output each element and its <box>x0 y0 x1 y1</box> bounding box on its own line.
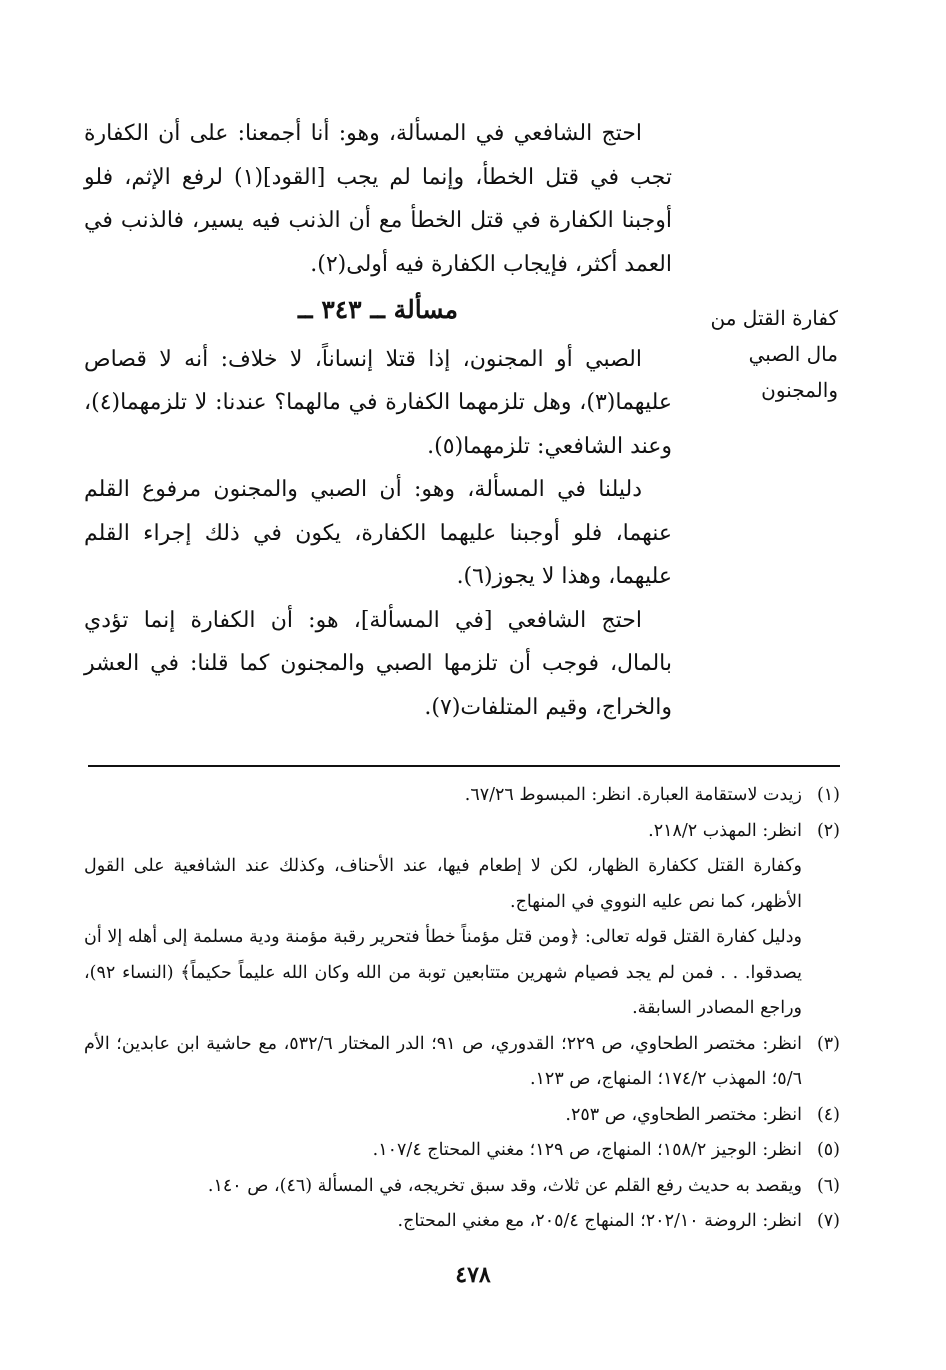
footnote <box>84 1027 840 1098</box>
page-number: ٤٧٨ <box>455 1262 491 1288</box>
footnotes <box>84 778 840 1240</box>
margin-note-line: مال الصبي <box>748 342 838 366</box>
footnote-number: (٧) <box>816 1211 840 1231</box>
footnote-text: انظر: الروضة ٢٠٢/١٠؛ المنهاج ٢٠٥/٤، مع مغني المحتاج. <box>397 1211 802 1231</box>
paragraph-3: دليلنا في المسألة، وهو: أن الصبي والمجنون مرفوع القلم عنهما، فلو أوجبنا عليهما الكفارة، يكون في ذلك إجراء القلم عليهما، وهذا لا يجوز(٦). <box>84 477 672 589</box>
footnote-text: وكفارة القتل ككفارة الظهار، لكن لا إطعام فيها، عند الأحناف، وكذلك عند الشافعية على القول الأظهر، كما نص عليه النووي في المنهاج. <box>84 856 802 912</box>
footnote <box>84 1098 840 1134</box>
footnote-number: (٢) <box>816 820 840 841</box>
margin-note <box>688 300 838 408</box>
footnote <box>84 1169 840 1205</box>
footnote-text: انظر: المهذب ٢١٨/٢. <box>648 820 802 841</box>
issue-heading: مسألة ــ ٣٤٣ ــ <box>297 295 459 324</box>
footnote <box>84 1133 840 1169</box>
margin-note-line: كفارة القتل من <box>710 306 838 330</box>
footnote-number: (٦) <box>816 1175 840 1196</box>
footnote-continuation <box>84 849 840 920</box>
footnote-number: (٥) <box>816 1140 840 1160</box>
footnote-number: (١) <box>816 785 840 805</box>
footnote-continuation <box>84 920 840 1027</box>
paragraph-1: احتج الشافعي في المسألة، وهو: أنا أجمعنا: على أن الكفارة تجب في قتل الخطأ، وإنما لم يجب [القود](١) لرفع الإثم، فلو أوجبنا الكفارة في قتل الخطأ مع أن الذنب فيه يسير، فالذنب في العمد أكثر، فإيجاب الكفارة فيه أولى(٢). <box>84 121 672 277</box>
footnote-text: انظر: مختصر الطحاوي، ص ٢٥٣. <box>565 1104 802 1125</box>
footnote <box>84 814 840 850</box>
footnote-text: انظر: الوجيز ١٥٨/٢؛ المنهاج، ص ١٢٩؛ مغني المحتاج ١٠٧/٤. <box>372 1140 802 1160</box>
footnote-text: ويقصد به حديث رفع القلم عن ثلاث، وقد سبق تخريجه، في المسألة (٤٦)، ص ١٤٠. <box>207 1175 802 1196</box>
paragraph-4: احتج الشافعي [في المسألة]، هو: أن الكفارة إنما تؤدي بالمال، فوجب أن تلزمها الصبي والمجنون كما قلنا: في العشر والخراج، وقيم المتلفات(٧). <box>84 607 672 720</box>
footnote-divider <box>88 765 840 767</box>
footnote-number: (٤) <box>816 1104 840 1125</box>
paragraph-2: الصبي أو المجنون، إذا قتلا إنساناً، لا خلاف: أنه لا قصاص عليهما(٣)، وهل تلزمهما الكفارة في مالهما؟ عندنا: لا تلزمهما(٤)، وعند الشافعي: تلزمهما(٥). <box>84 346 672 459</box>
footnote <box>84 1204 840 1240</box>
main-text <box>84 112 672 729</box>
footnote <box>84 778 840 814</box>
margin-note-line: والمجنون <box>761 378 838 402</box>
footnote-text: انظر: مختصر الطحاوي، ص ٢٢٩؛ القدوري، ص ٩١؛ الدر المختار ٥٣٢/٦، مع حاشية ابن عابدين؛ الأم ٥/٦؛ المهذب ١٧٤/٢؛ المنهاج، ص ١٢٣. <box>84 1033 802 1089</box>
footnote-number: (٣) <box>816 1033 840 1054</box>
footnote-text: زيدت لاستقامة العبارة. انظر: المبسوط ٦٧/٢٦. <box>464 785 802 805</box>
footnote-text: ودليل كفارة القتل قوله تعالى: ﴿ومن قتل مؤمناً خطأ فتحرير رقبة مؤمنة ودية مسلمة إلى أهله إلا أن يصدقوا. . . فمن لم يجد فصيام شهرين متتابعين توبة من الله وكان الله عليماً حكيماً﴾ (النساء ٩٢)، وراجع المصادر السابقة. <box>84 927 802 1018</box>
